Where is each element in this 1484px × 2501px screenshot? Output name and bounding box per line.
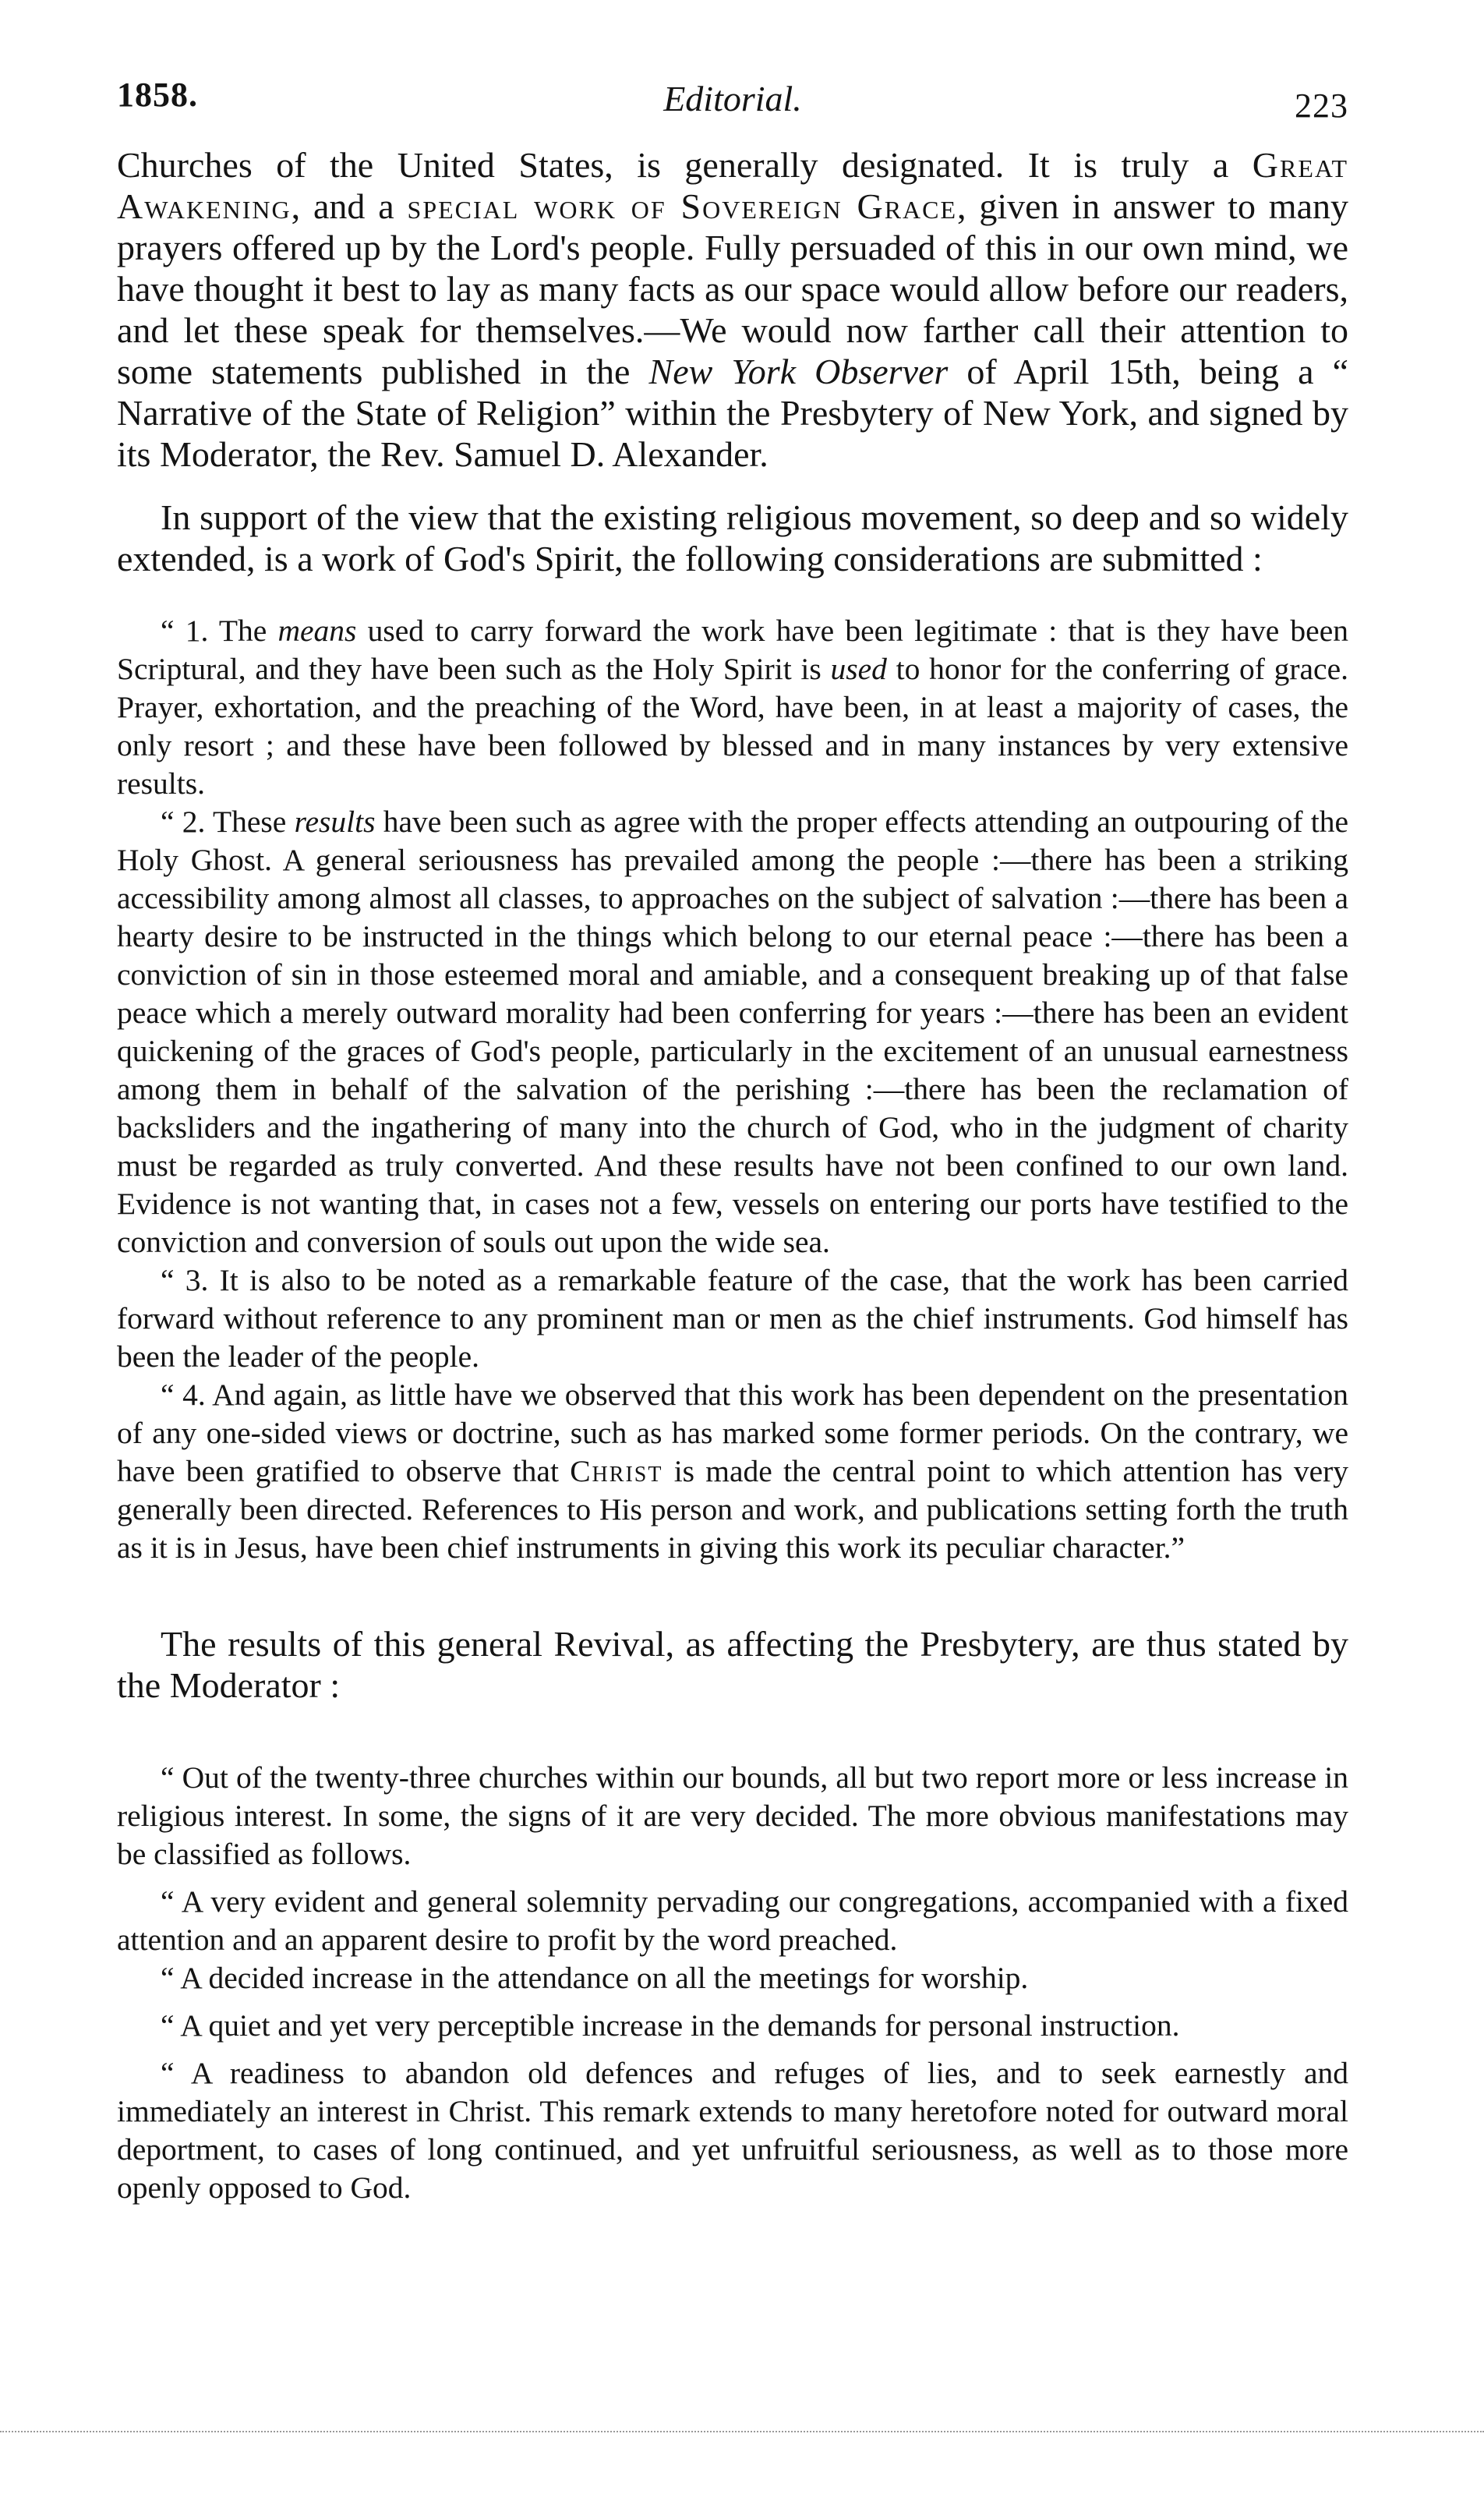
intro-text-1: Churches of the United States, is generally designated. It is truly a [117, 145, 1253, 185]
moderator-quote-2: “ A very evident and general solemnity pervading our congregations, accompanied with a fixed attention and an apparent desire to profit by the word preached. [117, 1884, 1348, 1957]
moderator-quote-5: “ A readiness to abandon old defences and refuges of lies, and to seek earnestly and immediately an interest in Christ. This remark extends to many heretofore noted for outward moral deportment, to cases of long continued, and yet unfruitful seriousness, as well as to those more openly opposed to God. [117, 2056, 1348, 2205]
special-work-phrase: special work of Sovereign Grace [407, 186, 958, 226]
consideration-4-text-a: “ 4. And again, as little have we observed that this work has been dependent on the presentation of any one-sided views or doctrine, such as has marked some former periods. On the contrary, we have been gratified to observe that [117, 1378, 1348, 1488]
header-section-title: Editorial. [663, 79, 802, 119]
consideration-2-text-a: “ 2. These [161, 805, 295, 839]
intro-text-4: of April 15th, being a “ Narrative of the State of Religion” within the Presbytery of New York, and signed by its Moderator, the Rev. Samuel D. Alexander. [117, 352, 1348, 474]
consideration-2 [117, 803, 1348, 1261]
moderator-quote-1: “ Out of the twenty-three churches within our bounds, all but two report more or less increase in religious interest. In some, the signs of it are very decided. The more obvious manifestations may be classified as follows. [117, 1760, 1348, 1871]
support-paragraph: In support of the view that the existing religious movement, so deep and so widely extended, is a work of God's Spirit, the following considerations are submitted : [117, 497, 1348, 578]
moderator-quote-4: “ A quiet and yet very perceptible increase in the demands for personal instruction. [161, 2008, 1180, 2043]
page-number: 223 [1295, 87, 1348, 125]
emphasis-used: used [830, 652, 887, 686]
newspaper-title: New York Observer [648, 352, 949, 391]
great-awakening-phrase: Great Awakening [117, 145, 1348, 226]
consideration-1-text-c: to honor for the conferring of grace. Prayer, exhortation, and the preaching of the Word, have been, in at least a majority of cases, the only resort ; and these have been followed by blessed and in many instances by very extensive results. [117, 652, 1348, 801]
results-paragraph: The results of this general Revival, as affecting the Presbytery, are thus stated by the Moderator : [117, 1624, 1348, 1705]
consideration-1-text-b: used to carry forward the work have been legitimate : that is they have been Scriptural, and they have been such as the Holy Spirit is [117, 614, 1348, 686]
consideration-1 [117, 612, 1348, 803]
consideration-1-text-a: “ 1. The [161, 614, 278, 648]
consideration-3: “ 3. It is also to be noted as a remarkable feature of the case, that the work has been carried forward without reference to any prominent man or men as the chief instruments. God himself has been the leader of the people. [117, 1263, 1348, 1374]
page-body [117, 144, 1348, 2207]
moderator-quote [117, 1759, 1348, 2207]
header-year: 1858. [117, 76, 198, 114]
christ-small-caps: Christ [570, 1454, 663, 1488]
consideration-4-text-b: is made the central point to which attention has very generally been directed. References to His person and work, and publications setting forth the truth as it is in Jesus, have been chief instruments in giving this work its peculiar character.” [117, 1454, 1348, 1565]
intro-text-3: , given in answer to many prayers offered up by the Lord's people. Fully persuaded of this in our own mind, we have thought it best to lay as many facts as our space would allow before our readers, and let these speak for themselves.—We would now farther call their attention to some statements published in the [117, 186, 1348, 391]
considerations-quote [117, 612, 1348, 1567]
intro-paragraph [117, 144, 1348, 475]
emphasis-results: results [294, 805, 376, 839]
consideration-2-text-b: have been such as agree with the proper effects attending an outpouring of the Holy Ghost. A general seriousness has prevailed among the people :—there has been a striking accessibility among almost all classes, to approaches on the subject of salvation :—there has been a hearty desire to be instructed in the things which belong to our eternal peace :—there has been a conviction of sin in those esteemed moral and amiable, and a consequent breaking up of that false peace which a merely outward morality had been conferring for years :—there has been an evident quickening of the graces of God's people, particularly in the excitement of an unusual earnestness among them in behalf of the salvation of the perishing :—there has been the reclamation of backsliders and the ingathering of many into the church of God, who in the judgment of charity must be regarded as truly converted. And these results have not been confined to our own land. Evidence is not wanting that, in cases not a few, vessels on entering our ports have testified to the conviction and conversion of souls out upon the wide sea. [117, 805, 1348, 1259]
page-edge-rule [0, 2431, 1484, 2434]
running-header [117, 75, 1348, 137]
moderator-quote-3: “ A decided increase in the attendance on all the meetings for worship. [161, 1961, 1029, 1995]
emphasis-means: means [277, 614, 357, 648]
intro-text-2: , and a [291, 186, 408, 226]
consideration-4 [117, 1376, 1348, 1567]
